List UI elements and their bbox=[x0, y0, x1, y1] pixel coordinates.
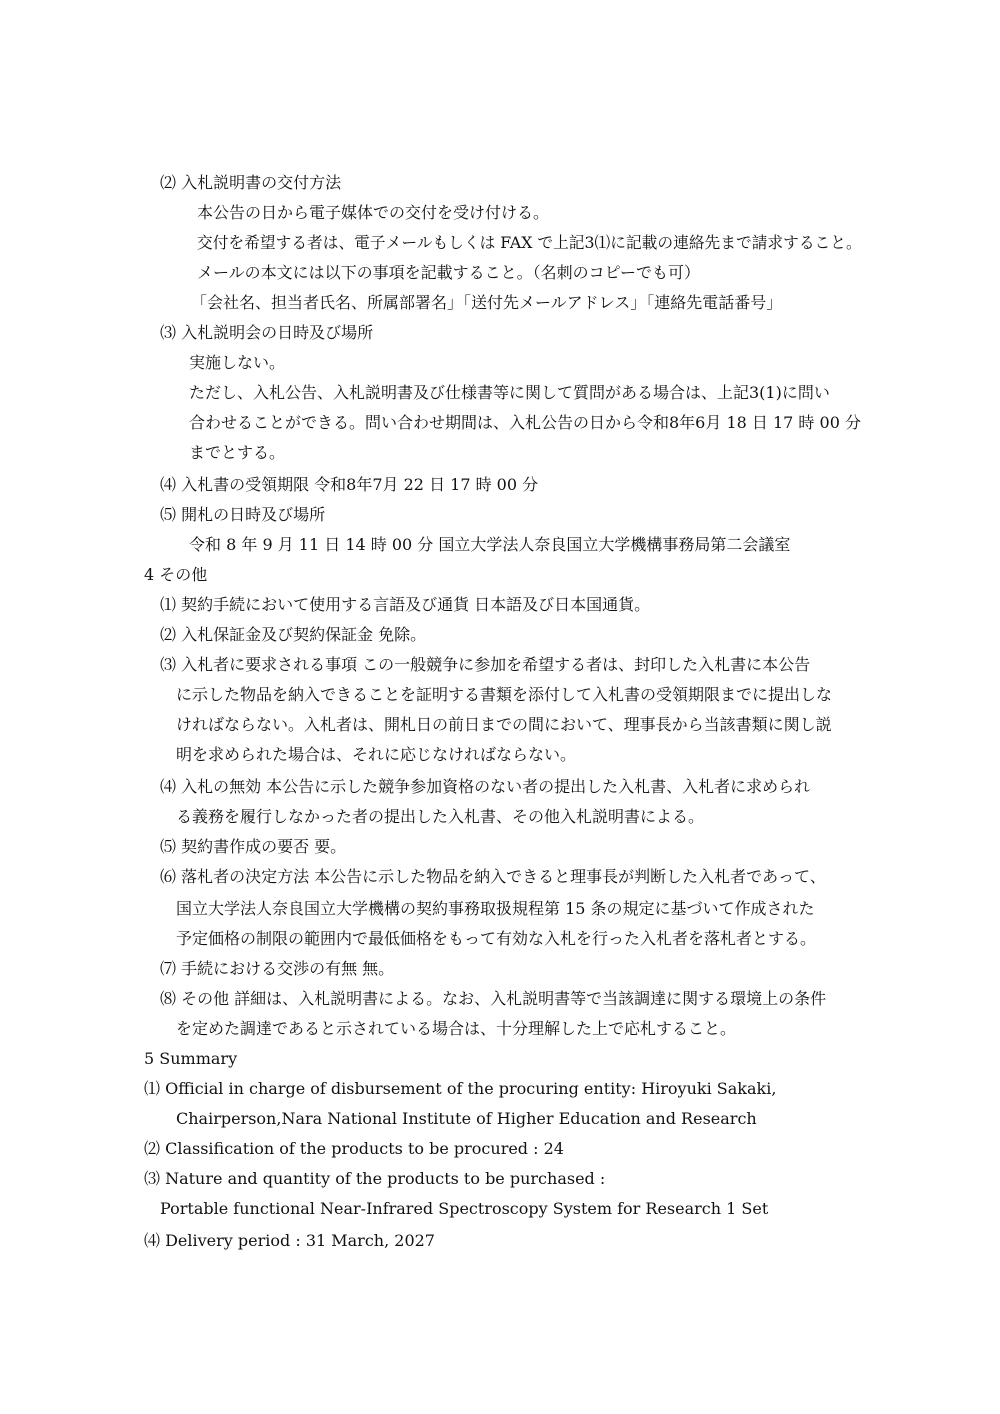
item-5-4: ⑷ Delivery period : 31 March, 2027 bbox=[144, 1231, 435, 1250]
item-4-4-line-1: ⑷ 入札の無効 本公告に示した競争参加資格のない者の提出した入札書、入札者に求められ bbox=[160, 777, 811, 796]
item-3-2-heading: ⑵ 入札説明書の交付方法 bbox=[160, 173, 342, 192]
item-5-2: ⑵ Classification of the products to be procured : 24 bbox=[144, 1139, 564, 1158]
item-4-7: ⑺ 手続における交渉の有無 無。 bbox=[160, 959, 395, 978]
item-4-8-line-1: ⑻ その他 詳細は、入札説明書による。なお、入札説明書等で当該調達に関する環境上の条件 bbox=[160, 989, 827, 1008]
item-3-3-heading: ⑶ 入札説明会の日時及び場所 bbox=[160, 323, 374, 342]
item-4-3-line-1: ⑶ 入札者に要求される事項 この一般競争に参加を希望する者は、封印した入札書に本公告 bbox=[160, 655, 811, 674]
item-3-2-line-4: 「会社名、担当者氏名、所属部署名」「送付先メールアドレス」「連絡先電話番号」 bbox=[191, 293, 783, 312]
item-4-8-line-2: を定めた調達であると示されている場合は、十分理解した上で応札すること。 bbox=[176, 1019, 737, 1038]
item-3-3-line-1: 実施しない。 bbox=[189, 353, 286, 372]
item-3-3-line-4: までとする。 bbox=[189, 443, 286, 462]
item-3-5-heading: ⑸ 開札の日時及び場所 bbox=[160, 505, 326, 524]
item-4-6-line-1: ⑹ 落札者の決定方法 本公告に示した物品を納入できると理事長が判断した入札者であって、 bbox=[160, 867, 826, 886]
item-3-2-line-3: メールの本文には以下の事項を記載すること。（名刺のコピーでも可） bbox=[197, 263, 701, 282]
item-3-2-line-1: 本公告の日から電子媒体での交付を受け付ける。 bbox=[197, 203, 550, 222]
item-5-1-line-1: ⑴ Official in charge of disbursement of the procuring entity: Hiroyuki Sakaki, bbox=[144, 1079, 777, 1098]
item-4-3-line-2: に示した物品を納入できることを証明する書類を添付して入札書の受領期限までに提出しな bbox=[176, 685, 833, 704]
item-3-3-line-3: 合わせることができる。問い合わせ期間は、入札公告の日から令和8年6月 18 日 17 時 00 分 bbox=[189, 413, 861, 432]
item-4-1: ⑴ 契約手続において使用する言語及び通貨 日本語及び日本国通貨。 bbox=[160, 595, 651, 614]
item-5-3-line-2: Portable functional Near-Infrared Spectroscopy System for Research 1 Set bbox=[160, 1199, 769, 1218]
item-4-5: ⑸ 契約書作成の要否 要。 bbox=[160, 837, 347, 856]
section-5-heading: 5 Summary bbox=[144, 1049, 238, 1068]
item-4-6-line-2: 国立大学法人奈良国立大学機構の契約事務取扱規程第 15 条の規定に基づいて作成された bbox=[176, 899, 815, 918]
item-3-5-line-1: 令和 8 年 9 月 11 日 14 時 00 分 国立大学法人奈良国立大学機構事務局第二会議室 bbox=[189, 535, 791, 554]
item-3-2-line-2: 交付を希望する者は、電子メールもしくは FAX で上記3⑴に記載の連絡先まで請求すること。 bbox=[197, 233, 862, 252]
item-5-1-line-2: Chairperson,Nara National Institute of Higher Education and Research bbox=[176, 1109, 757, 1128]
item-4-4-line-2: る義務を履行しなかった者の提出した入札書、その他入札説明書による。 bbox=[176, 807, 705, 826]
item-4-2: ⑵ 入札保証金及び契約保証金 免除。 bbox=[160, 625, 427, 644]
section-4-heading: 4 その他 bbox=[144, 565, 208, 584]
item-3-4: ⑷ 入札書の受領期限 令和8年7月 22 日 17 時 00 分 bbox=[160, 475, 539, 494]
item-4-3-line-4: 明を求められた場合は、それに応じなければならない。 bbox=[176, 745, 577, 764]
item-4-3-line-3: ければならない。入札者は、開札日の前日までの間において、理事長から当該書類に関し説 bbox=[176, 715, 832, 734]
item-3-3-line-2: ただし、入札公告、入札説明書及び仕様書等に関して質問がある場合は、上記3(1)に問い bbox=[189, 383, 830, 402]
item-4-6-line-3: 予定価格の制限の範囲内で最低価格をもって有効な入札を行った入札者を落札者とする。 bbox=[176, 929, 817, 948]
item-5-3-line-1: ⑶ Nature and quantity of the products to be purchased : bbox=[144, 1169, 606, 1188]
